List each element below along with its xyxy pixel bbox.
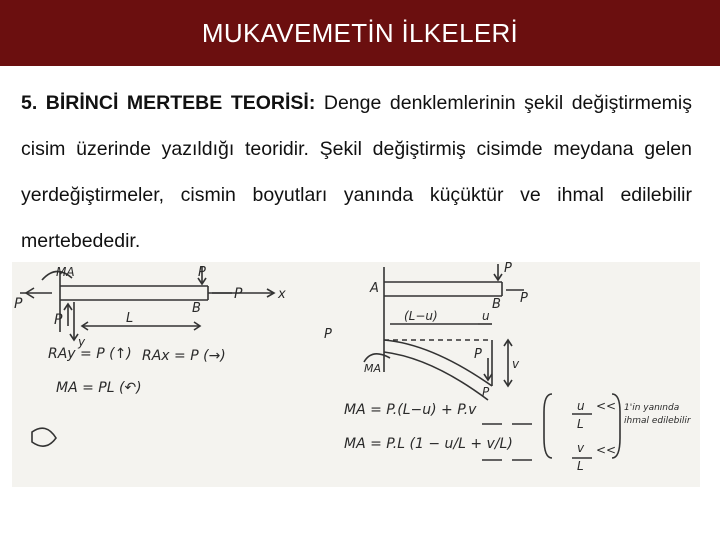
left-eq-ma: MA = PL (↶) xyxy=(56,380,142,396)
right-label-b: B xyxy=(492,297,501,312)
right-label-p1: P xyxy=(504,262,512,276)
left-label-p3: P xyxy=(234,286,243,302)
handwritten-sketch xyxy=(12,262,700,487)
ignore-note: 1'in yanında ihmal edilebilir xyxy=(624,403,691,426)
ratio2-num: v xyxy=(577,441,585,455)
ratio2-den: L xyxy=(577,459,584,473)
lessthan-1: << xyxy=(596,399,617,413)
section-heading: 5. BİRİNCİ MERTEBE TEORİSİ: xyxy=(21,92,316,114)
right-eq-ma1: MA = P.(L−u) + P.v xyxy=(344,402,477,418)
right-label-p4: P xyxy=(474,347,482,362)
lessthan-2: << xyxy=(596,443,617,457)
left-eq-ray: RAy = P (↑) xyxy=(48,346,132,362)
left-label-p4: P xyxy=(198,265,206,280)
right-label-v: v xyxy=(512,357,520,371)
title-bar xyxy=(0,0,720,66)
left-label-x: x xyxy=(278,287,286,302)
right-label-p2: P xyxy=(520,291,528,306)
left-label-ma: MA xyxy=(56,265,75,279)
left-label-p2: P xyxy=(54,312,63,328)
right-label-p3: P xyxy=(324,327,332,342)
right-label-ma: MA xyxy=(364,362,382,375)
right-eq-ma2: MA = P.L (1 − u/L + v/L) xyxy=(344,436,513,452)
right-label-lu: (L−u) xyxy=(404,309,438,323)
right-label-p5: P xyxy=(482,385,490,399)
slide-title: MUKAVEMETİN İLKELERİ xyxy=(201,17,519,48)
right-label-a: A xyxy=(370,281,379,296)
right-label-u: u xyxy=(482,309,490,323)
ratio1-num: u xyxy=(577,399,585,413)
left-label-l: L xyxy=(126,311,134,326)
left-eq-rax: RAx = P (→) xyxy=(142,348,226,364)
sketch-drawing xyxy=(12,262,700,487)
body-paragraph xyxy=(21,80,692,264)
left-label-b: B xyxy=(192,301,201,316)
left-label-p1: P xyxy=(14,296,23,312)
definition-text: Denge denklemlerinin şekil değiştirmemiş cisim üzerinde yazıldığı teoridir. Şekil değiştirmiş cisimde meydana gelen yerdeğiştirmeler, cismin boyutları yanında küçüktür ve ihmal edilebilir mertebededir. xyxy=(21,92,692,252)
left-label-y: y xyxy=(78,335,86,349)
ratio1-den: L xyxy=(577,417,584,431)
